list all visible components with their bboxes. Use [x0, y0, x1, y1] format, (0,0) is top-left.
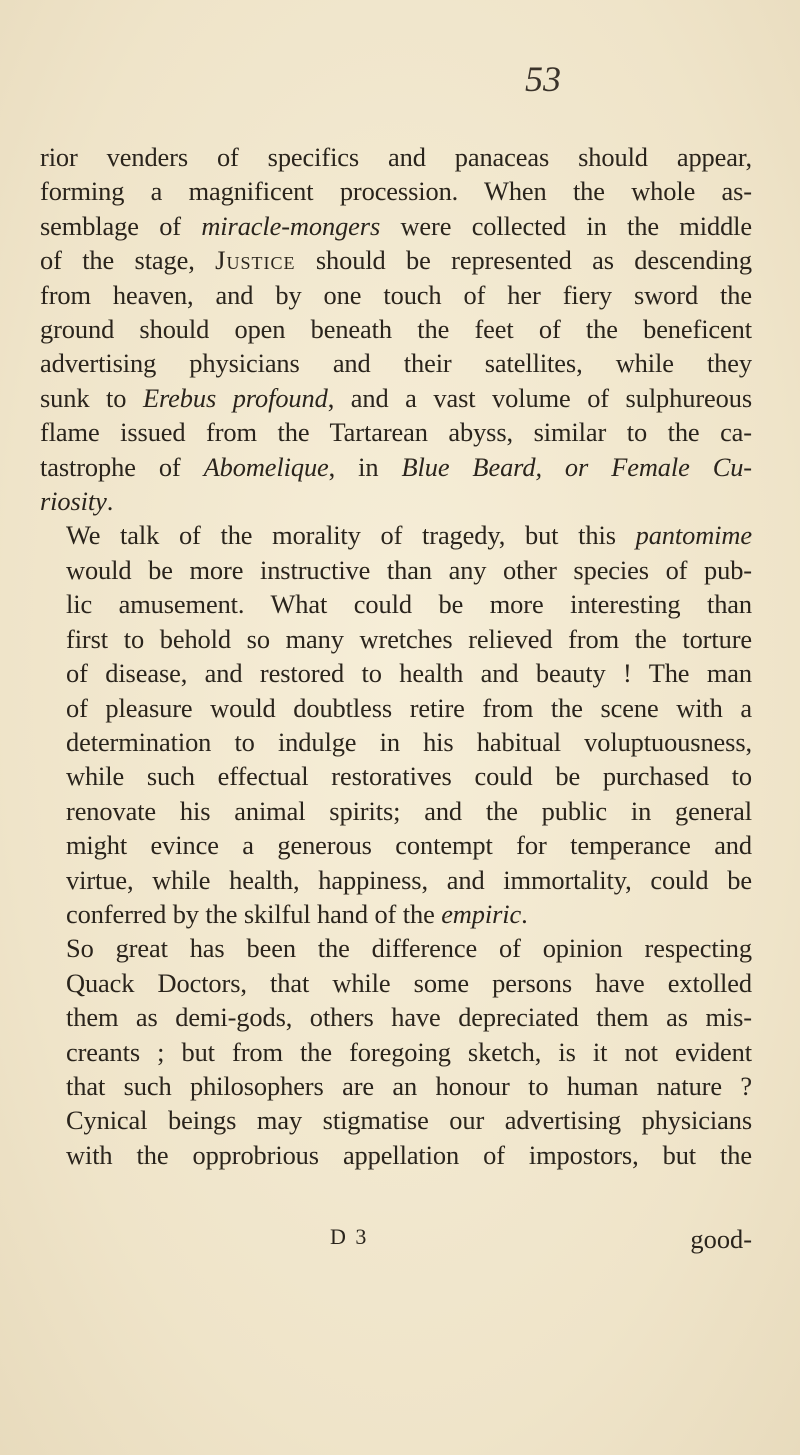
text-run: would be more instructive than any other species of pub-	[66, 554, 752, 585]
text-run: with the opprobrious appellation of impostors, but the	[66, 1139, 752, 1170]
text-run: of pleasure would doubtless retire from the scene with a	[66, 692, 752, 723]
text-line	[40, 484, 752, 518]
paragraph	[40, 931, 752, 1172]
small-caps-run: Justice	[215, 245, 296, 276]
text-line	[40, 725, 752, 759]
text-line	[40, 174, 752, 208]
italic-run: empiric	[441, 898, 522, 929]
text-run: rior venders of specifics and panaceas should appear,	[40, 142, 752, 172]
text-line	[40, 759, 752, 793]
text-line	[40, 1069, 752, 1103]
text-run: determination to indulge in his habitual voluptuousness,	[66, 726, 752, 757]
text-line	[40, 863, 752, 897]
text-line	[40, 1138, 752, 1172]
text-run: Cynical beings may stigmatise our advertising physicians	[66, 1105, 752, 1136]
text-run: forming a magnificent procession. When the whole as-	[40, 176, 752, 207]
text-run: .	[521, 898, 528, 929]
text-line	[40, 966, 752, 1000]
italic-run: riosity	[40, 486, 107, 517]
text-run: semblage of	[40, 210, 202, 241]
text-line	[40, 140, 752, 174]
text-line	[40, 656, 752, 690]
text-run: advertising physicians and their satellites, while they	[40, 348, 752, 379]
text-line	[40, 897, 752, 931]
text-line	[40, 828, 752, 862]
text-run: We talk of the morality of tragedy, but this	[66, 520, 636, 551]
text-run: So great has been the difference of opinion respecting	[66, 933, 752, 964]
text-run: conferred by the skilful hand of the	[66, 898, 442, 929]
text-line	[40, 312, 752, 346]
text-line	[40, 415, 752, 449]
text-run: , in	[328, 451, 402, 482]
text-line	[40, 209, 752, 243]
text-run: creants ; but from the foregoing sketch, is it not evident	[66, 1036, 752, 1067]
italic-run: miracle-mongers	[201, 210, 381, 241]
text-run: of the stage,	[40, 245, 216, 276]
text-line	[40, 1000, 752, 1034]
text-line	[40, 450, 752, 484]
text-line	[40, 1103, 752, 1137]
text-line	[40, 518, 752, 552]
text-run: them as demi-gods, others have depreciated them as mis-	[66, 1002, 752, 1033]
text-line	[40, 346, 752, 380]
body-text	[40, 140, 752, 1172]
text-line	[40, 553, 752, 587]
italic-run: Blue Beard, or Female Cu-	[401, 451, 752, 482]
text-run: renovate his animal spirits; and the public in general	[66, 795, 752, 826]
text-run: of disease, and restored to health and beauty ! The man	[66, 658, 752, 689]
text-run: virtue, while health, happiness, and immortality, could be	[66, 864, 752, 895]
text-run: lic amusement. What could be more interesting than	[66, 589, 752, 620]
text-run: were collected in the middle	[380, 210, 753, 241]
page-footer	[40, 1224, 752, 1260]
text-run: sunk to	[40, 382, 143, 413]
paragraph	[40, 518, 752, 931]
italic-run: pantomime	[635, 520, 752, 551]
text-run: .	[106, 486, 114, 517]
text-run: , and a vast volume of sulphureous	[327, 382, 752, 413]
text-run: might evince a generous contempt for temperance and	[66, 830, 752, 861]
catchword: good-	[690, 1224, 752, 1254]
text-run: flame issued from the Tartarean abyss, similar to the ca-	[40, 417, 752, 448]
text-run: while such effectual restoratives could be purchased to	[66, 761, 752, 792]
text-run: tastrophe of	[40, 451, 204, 482]
text-run: ground should open beneath the feet of the beneficent	[40, 314, 752, 345]
text-run: that such philosophers are an honour to human nature ?	[66, 1070, 752, 1101]
text-line	[40, 243, 752, 277]
signature-mark: D 3	[330, 1224, 369, 1249]
text-run: from heaven, and by one touch of her fiery sword the	[40, 279, 752, 310]
text-line	[40, 794, 752, 828]
italic-run: Abomelique	[203, 451, 329, 482]
paragraph	[40, 140, 752, 518]
text-line	[40, 691, 752, 725]
text-line	[40, 622, 752, 656]
italic-run: Erebus profound	[142, 382, 328, 413]
text-line	[40, 931, 752, 965]
text-line	[40, 587, 752, 621]
text-run: first to behold so many wretches relieved from the torture	[66, 623, 752, 654]
text-line	[40, 278, 752, 312]
text-line	[40, 1035, 752, 1069]
text-run: should be represented as descending	[295, 245, 752, 276]
text-line	[40, 381, 752, 415]
text-run: Quack Doctors, that while some persons have extolled	[66, 967, 752, 998]
page-number: 53	[525, 59, 561, 99]
